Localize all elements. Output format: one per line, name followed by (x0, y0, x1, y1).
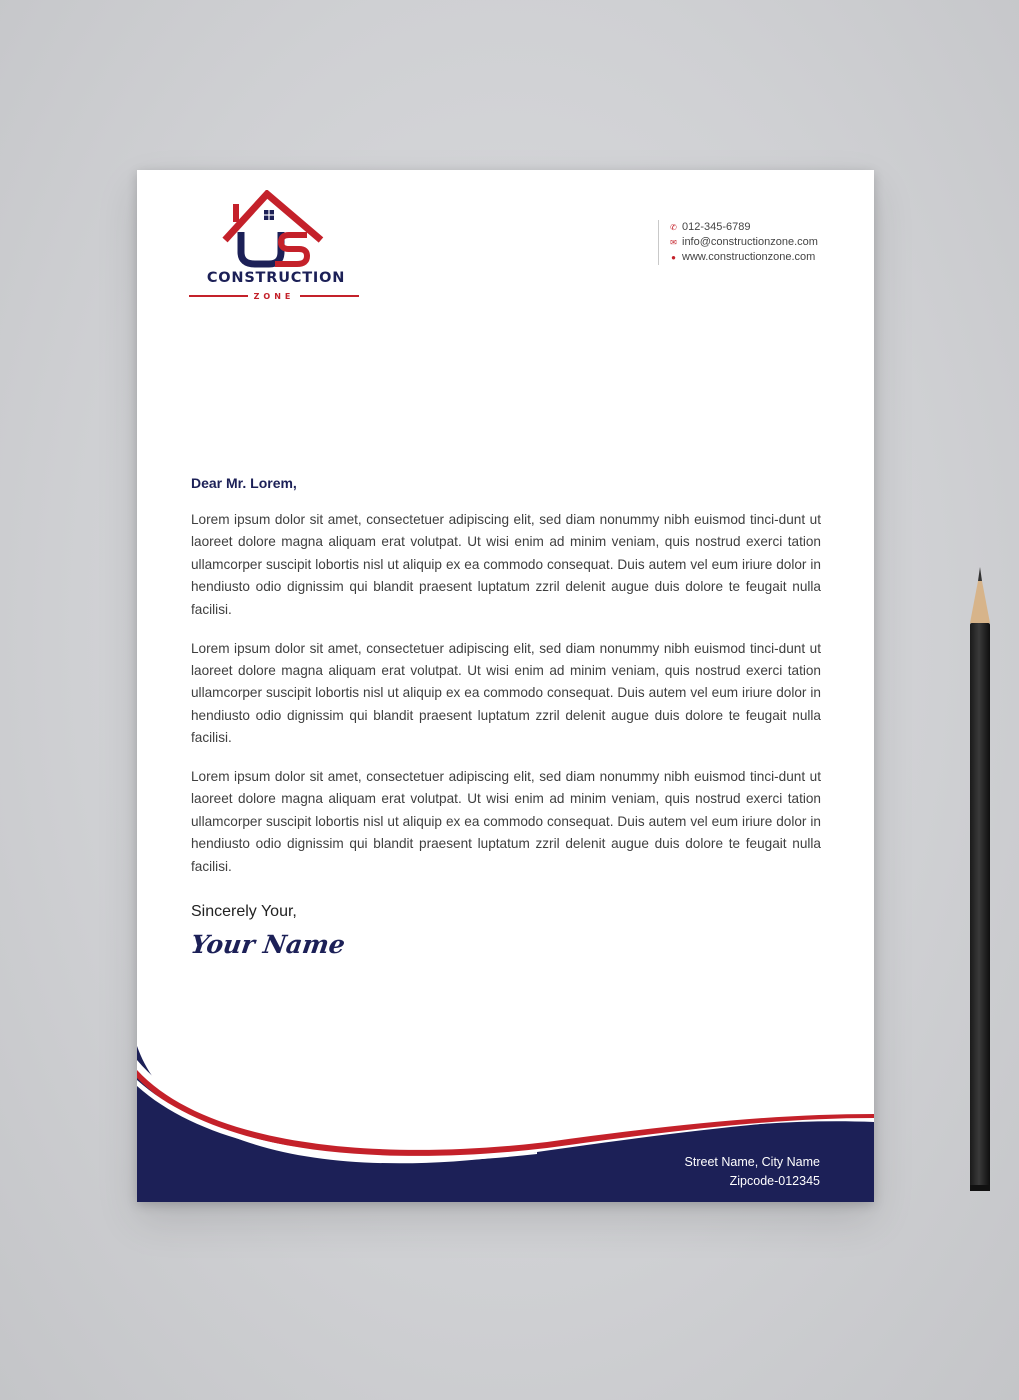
address-line-street: Street Name, City Name (684, 1155, 820, 1169)
phone-icon: ✆ (670, 223, 677, 232)
letter-greeting: Dear Mr. Lorem, (191, 475, 297, 491)
company-name: CONSTRUCTION (206, 270, 346, 286)
website-text[interactable]: www.constructionzone.com (682, 251, 816, 263)
pencil-icon (962, 567, 998, 1195)
tagline-rule-right (300, 295, 359, 297)
contact-block (658, 220, 818, 265)
contact-website (669, 250, 818, 265)
globe-icon: ● (671, 253, 676, 262)
house-monogram-icon (189, 190, 359, 270)
email-text[interactable]: info@constructionzone.com (682, 236, 818, 248)
letter-closing: Sincerely Your, (191, 903, 297, 920)
body-paragraph: Lorem ipsum dolor sit amet, consectetuer adipiscing elit, sed diam nonummy nibh euismod tinci-dunt ut laoreet dolore magna aliquam erat volutpat. Ut wisi enim ad minim veniam, quis nostrud exerci tation ullamcorper suscipit lobortis nisl ut aliquip ex ea commodo consequat. Duis autem vel eum iriure dolor in hendiusto odio dignissim qui blandit praesent luptatum zzril delenit augue duis dolore te feugait nulla facilisi. (191, 640, 821, 746)
letterhead-page (137, 170, 874, 1202)
phone-text[interactable]: 012-345-6789 (682, 221, 751, 233)
letter-body (191, 509, 821, 895)
footer-address (685, 1153, 820, 1191)
email-icon: ✉ (670, 238, 677, 247)
tagline-rule-left (189, 295, 248, 297)
body-paragraph: Lorem ipsum dolor sit amet, consectetuer adipiscing elit, sed diam nonummy nibh euismod tinci-dunt ut laoreet dolore magna aliquam erat volutpat. Ut wisi enim ad minim veniam, quis nostrud exerci tation ullamcorper suscipit lobortis nisl ut aliquip ex ea commodo consequat. Duis autem vel eum iriure dolor in hendiusto odio dignissim qui blandit praesent luptatum zzril delenit augue duis dolore te feugait nulla facilisi. (191, 512, 821, 617)
company-logo (189, 190, 359, 300)
body-paragraph: Lorem ipsum dolor sit amet, consectetuer adipiscing elit, sed diam nonummy nibh euismod tinci-dunt ut laoreet dolore magna aliquam erat volutpat. Ut wisi enim ad minim veniam, quis nostrud exerci tation ullamcorper suscipit lobortis nisl ut aliquip ex ea commodo consequat. Duis autem vel eum iriure dolor in hendiusto odio dignissim qui blandit praesent luptatum zzril delenit augue duis dolore te feugait nulla facilisi. (191, 769, 821, 874)
company-tagline (189, 290, 359, 302)
tagline-text: ZONE (253, 291, 295, 301)
signature: Your Name (188, 930, 347, 959)
contact-email (669, 235, 818, 250)
contact-phone (669, 220, 818, 235)
address-line-zip: Zipcode-012345 (729, 1174, 820, 1188)
